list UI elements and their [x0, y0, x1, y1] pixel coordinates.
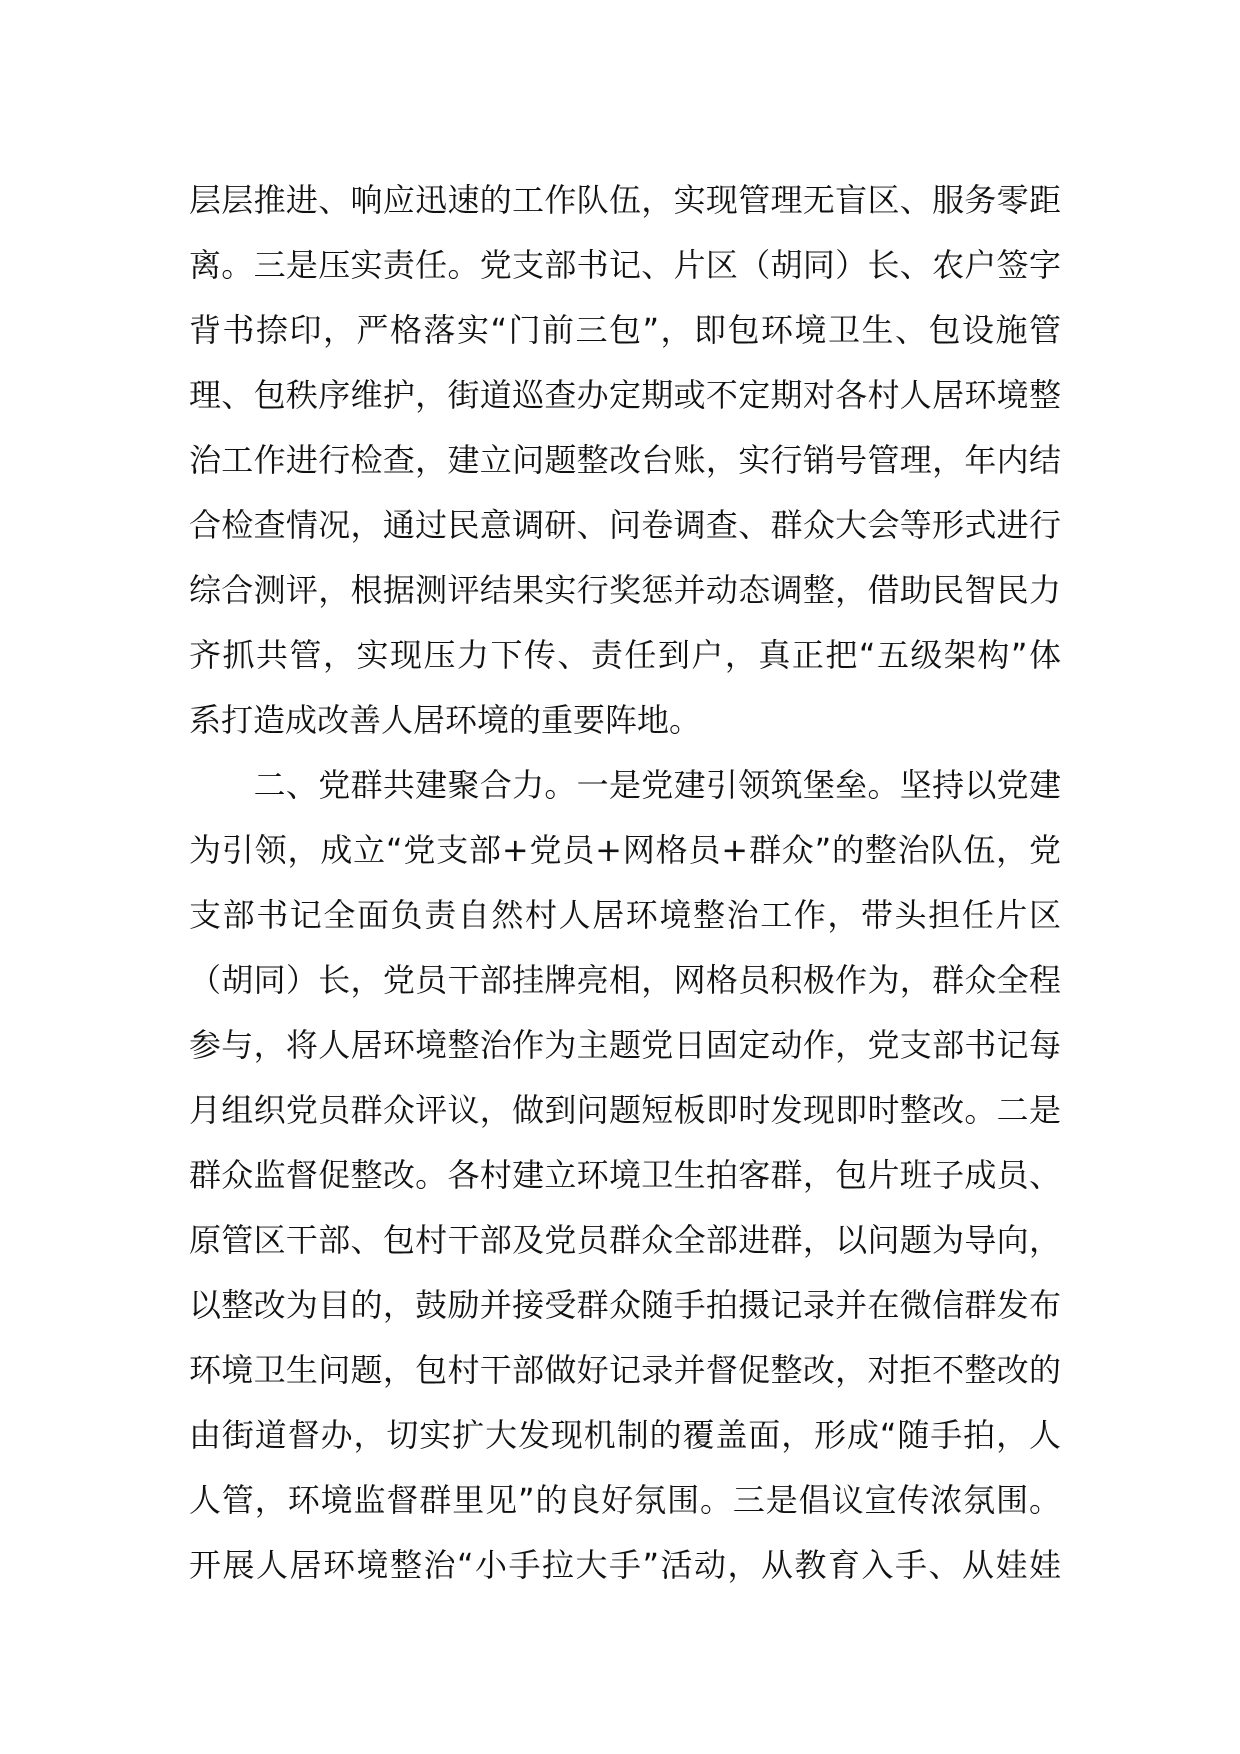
text-line: 为引领，成立“党支部+党员+网格员+群众”的整治队伍，党 [189, 831, 1061, 869]
text-line: 离。三是压实责任。党支部书记、片区（胡同）长、农户签字 [189, 246, 1061, 284]
text-line: 层层推进、响应迅速的工作队伍，实现管理无盲区、服务零距 [189, 181, 1061, 219]
text-line: 综合测评，根据测评结果实行奖惩并动态调整，借助民智民力 [189, 571, 1061, 609]
text-line: 开展人居环境整治“小手拉大手”活动，从教育入手、从娃娃 [189, 1546, 1061, 1584]
section-heading-line: 二、党群共建聚合力。一是党建引领筑堡垒。坚持以党建 [189, 766, 1061, 804]
text-line: 合检查情况，通过民意调研、问卷调查、群众大会等形式进行 [189, 506, 1061, 544]
text-line: （胡同）长，党员干部挂牌亮相，网格员积极作为，群众全程 [189, 961, 1061, 999]
text-line: 月组织党员群众评议，做到问题短板即时发现即时整改。二是 [189, 1091, 1061, 1129]
text-line: 背书捺印，严格落实“门前三包”，即包环境卫生、包设施管 [189, 311, 1061, 349]
text-line: 环境卫生问题，包村干部做好记录并督促整改，对拒不整改的 [189, 1351, 1061, 1389]
text-line: 理、包秩序维护，街道巡查办定期或不定期对各村人居环境整 [189, 376, 1061, 414]
paragraph-end-line: 系打造成改善人居环境的重要阵地。 [189, 701, 702, 739]
text-line: 参与，将人居环境整治作为主题党日固定动作，党支部书记每 [189, 1026, 1061, 1064]
text-line: 人管，环境监督群里见”的良好氛围。三是倡议宣传浓氛围。 [189, 1481, 1061, 1519]
text-line: 以整改为目的，鼓励并接受群众随手拍摄记录并在微信群发布 [189, 1286, 1061, 1324]
text-line: 原管区干部、包村干部及党员群众全部进群，以问题为导向， [189, 1221, 1061, 1259]
body-text [189, 168, 1061, 1598]
text-line: 齐抓共管，实现压力下传、责任到户，真正把“五级架构”体 [189, 636, 1061, 674]
text-line: 治工作进行检查，建立问题整改台账，实行销号管理，年内结 [189, 441, 1061, 479]
text-line: 支部书记全面负责自然村人居环境整治工作，带头担任片区 [189, 896, 1061, 934]
text-line: 由街道督办，切实扩大发现机制的覆盖面，形成“随手拍，人 [189, 1416, 1061, 1454]
text-line: 群众监督促整改。各村建立环境卫生拍客群，包片班子成员、 [189, 1156, 1061, 1194]
